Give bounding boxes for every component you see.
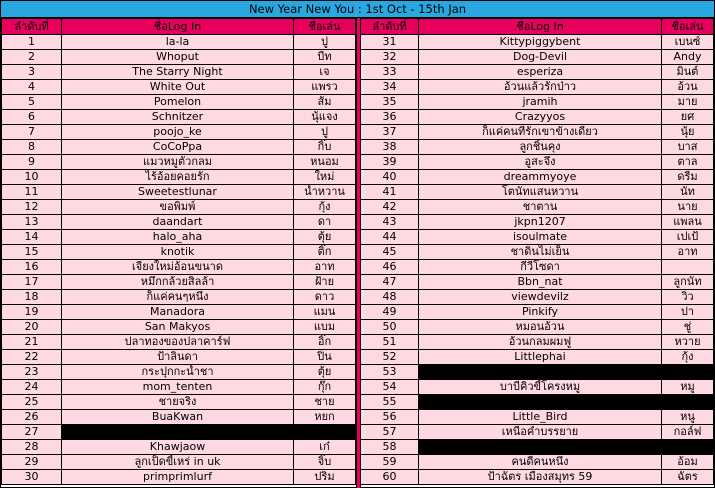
row-number: 9: [2, 155, 62, 170]
login-cell[interactable]: ขอพิมพ์: [62, 200, 294, 215]
nickname-cell[interactable]: อ้วน: [662, 80, 714, 95]
nickname-cell[interactable]: Andy: [662, 50, 714, 65]
row-number: 33: [361, 65, 419, 80]
nickname-cell[interactable]: [662, 440, 714, 455]
nickname-cell[interactable]: ส้ม: [294, 95, 356, 110]
login-cell[interactable]: [419, 395, 662, 410]
table-row: [2, 380, 356, 395]
login-cell[interactable]: [62, 425, 294, 440]
login-cell[interactable]: [419, 440, 662, 455]
row-number: 17: [2, 275, 62, 290]
table-row: [2, 395, 356, 410]
row-number: 37: [361, 125, 419, 140]
login-cell[interactable]: Bbn_nat: [419, 275, 662, 290]
login-cell[interactable]: la-la: [62, 35, 294, 50]
login-cell[interactable]: jkpn1207: [419, 215, 662, 230]
row-number: 55: [361, 395, 419, 410]
table-row: [361, 215, 714, 230]
nickname-cell[interactable]: หนู: [662, 410, 714, 425]
nickname-cell[interactable]: กอล์ฟ: [662, 425, 714, 440]
nickname-cell[interactable]: หวาย: [662, 335, 714, 350]
nickname-cell[interactable]: [662, 365, 714, 380]
login-cell[interactable]: primprimlurf: [62, 470, 294, 485]
login-cell[interactable]: ชายจริง: [62, 395, 294, 410]
nickname-cell[interactable]: มินต์: [662, 65, 714, 80]
login-cell[interactable]: Sweetestlunar: [62, 185, 294, 200]
login-cell[interactable]: Schnitzer: [62, 110, 294, 125]
row-number: 41: [361, 185, 419, 200]
login-cell[interactable]: ก็แค่คนๆหนึ่ง: [62, 290, 294, 305]
row-number: 38: [361, 140, 419, 155]
table-row: [2, 65, 356, 80]
nickname-cell[interactable]: กุ้ง: [294, 200, 356, 215]
row-number: 14: [2, 230, 62, 245]
table-row: [2, 365, 356, 380]
table-row: [2, 200, 356, 215]
header-no: ลำดับที่: [361, 19, 419, 35]
login-cell[interactable]: Kittypiggybent: [419, 35, 662, 50]
nickname-cell[interactable]: ใหม่: [294, 170, 356, 185]
table-row: [361, 230, 714, 245]
table-row: [361, 245, 714, 260]
table-row: [361, 425, 714, 440]
login-cell[interactable]: viewdevilz: [419, 290, 662, 305]
nickname-cell[interactable]: แมน: [294, 305, 356, 320]
table-row: [2, 440, 356, 455]
row-number: 45: [361, 245, 419, 260]
nickname-cell[interactable]: อ้อม: [662, 455, 714, 470]
left-roster-table: [1, 18, 356, 485]
table-row: [361, 125, 714, 140]
nickname-cell[interactable]: อิ๊ก: [294, 335, 356, 350]
nickname-cell[interactable]: มาย: [662, 95, 714, 110]
nickname-cell[interactable]: แพรว: [294, 80, 356, 95]
table-row: [361, 320, 714, 335]
table-row: [2, 230, 356, 245]
table-row: [361, 110, 714, 125]
row-number: 59: [361, 455, 419, 470]
table-row: [361, 365, 714, 380]
row-number: 23: [2, 365, 62, 380]
login-cell[interactable]: halo_aha: [62, 230, 294, 245]
row-number: 42: [361, 200, 419, 215]
row-number: 50: [361, 320, 419, 335]
nickname-cell[interactable]: กุ๊ก: [294, 380, 356, 395]
login-cell[interactable]: ป้าฉัตร เมืองสมุทร 59: [419, 470, 662, 485]
table-row: [2, 170, 356, 185]
login-cell[interactable]: ลูกชิ้นคุง: [419, 140, 662, 155]
login-cell[interactable]: เจียงใหม่อ้อนขนาด: [62, 260, 294, 275]
table-row: [2, 335, 356, 350]
nickname-cell[interactable]: ฝ้าย: [294, 275, 356, 290]
nickname-cell[interactable]: [662, 260, 714, 275]
nickname-cell[interactable]: ตุ้ย: [294, 365, 356, 380]
nickname-cell[interactable]: ฉัตร: [662, 470, 714, 485]
nickname-cell[interactable]: ลูกนัท: [662, 275, 714, 290]
table-row: [361, 440, 714, 455]
table-row: [2, 350, 356, 365]
table-row: [361, 95, 714, 110]
row-number: 53: [361, 365, 419, 380]
login-cell[interactable]: Crazyyos: [419, 110, 662, 125]
row-number: 22: [2, 350, 62, 365]
login-cell[interactable]: ปลาทองของปลาคาร์ฟ: [62, 335, 294, 350]
login-cell[interactable]: อ้วนแล้วรักป่าว: [419, 80, 662, 95]
row-number: 44: [361, 230, 419, 245]
table-row: [2, 35, 356, 50]
nickname-cell[interactable]: นุ้ย: [662, 125, 714, 140]
nickname-cell[interactable]: ตุ้ย: [294, 230, 356, 245]
row-number: 52: [361, 350, 419, 365]
nickname-cell[interactable]: ชาย: [294, 395, 356, 410]
login-cell[interactable]: White Out: [62, 80, 294, 95]
header-no: ลำดับที่: [2, 19, 62, 35]
login-cell[interactable]: ชาตาน: [419, 200, 662, 215]
login-cell[interactable]: Pinkify: [419, 305, 662, 320]
login-cell[interactable]: หมึกกล้วยสิลล้า: [62, 275, 294, 290]
table-row: [361, 455, 714, 470]
login-cell[interactable]: mom_tenten: [62, 380, 294, 395]
row-number: 10: [2, 170, 62, 185]
nickname-cell[interactable]: อาท: [662, 245, 714, 260]
row-number: 16: [2, 260, 62, 275]
login-cell[interactable]: กีวีโซดา: [419, 260, 662, 275]
row-number: 56: [361, 410, 419, 425]
table-row: [2, 455, 356, 470]
nickname-cell[interactable]: ตาล: [662, 155, 714, 170]
header-row: [361, 19, 714, 35]
row-number: 1: [2, 35, 62, 50]
row-number: 32: [361, 50, 419, 65]
login-cell[interactable]: San Makyos: [62, 320, 294, 335]
table-row: [361, 80, 714, 95]
row-number: 30: [2, 470, 62, 485]
login-cell[interactable]: หมอนอ้วน: [419, 320, 662, 335]
nickname-cell[interactable]: กุ้ง: [662, 350, 714, 365]
table-row: [361, 380, 714, 395]
row-number: 2: [2, 50, 62, 65]
table-row: [2, 245, 356, 260]
nickname-cell[interactable]: จิ๊บ: [294, 455, 356, 470]
row-number: 25: [2, 395, 62, 410]
login-cell[interactable]: โตนัทแสนหวาน: [419, 185, 662, 200]
login-cell[interactable]: Whoput: [62, 50, 294, 65]
login-cell[interactable]: เหนือคำบรรยาย: [419, 425, 662, 440]
table-row: [361, 275, 714, 290]
row-number: 5: [2, 95, 62, 110]
login-cell[interactable]: อ้วนกลมผมฟู: [419, 335, 662, 350]
row-number: 36: [361, 110, 419, 125]
row-number: 24: [2, 380, 62, 395]
row-number: 31: [361, 35, 419, 50]
nickname-cell[interactable]: บีท: [294, 50, 356, 65]
row-number: 43: [361, 215, 419, 230]
right-roster-table: [360, 18, 714, 485]
row-number: 47: [361, 275, 419, 290]
row-number: 18: [2, 290, 62, 305]
login-cell[interactable]: isoulmate: [419, 230, 662, 245]
table-row: [2, 185, 356, 200]
login-cell[interactable]: ก็แค่คนที่รักเขาข้างเดียว: [419, 125, 662, 140]
table-row: [2, 425, 356, 440]
row-number: 7: [2, 125, 62, 140]
table-row: [2, 320, 356, 335]
table-row: [361, 200, 714, 215]
login-cell[interactable]: poojo_ke: [62, 125, 294, 140]
row-number: 40: [361, 170, 419, 185]
table-row: [2, 410, 356, 425]
table-row: [361, 335, 714, 350]
nickname-cell[interactable]: [662, 395, 714, 410]
nickname-cell[interactable]: กิ๊บ: [294, 140, 356, 155]
login-cell[interactable]: Dog-Devil: [419, 50, 662, 65]
nickname-cell[interactable]: หมู: [662, 380, 714, 395]
row-number: 34: [361, 80, 419, 95]
table-row: [361, 65, 714, 80]
table-row: [361, 395, 714, 410]
row-number: 4: [2, 80, 62, 95]
table-row: [2, 110, 356, 125]
nickname-cell[interactable]: อาท: [294, 260, 356, 275]
login-cell[interactable]: Littlephai: [419, 350, 662, 365]
header-nick: ชื่อเล่น: [294, 19, 356, 35]
nickname-cell[interactable]: เก๋: [294, 440, 356, 455]
login-cell[interactable]: ไร้อ้อยคอยรัก: [62, 170, 294, 185]
table-row: [2, 260, 356, 275]
table-row: [361, 50, 714, 65]
table-row: [2, 125, 356, 140]
row-number: 49: [361, 305, 419, 320]
table-row: [2, 50, 356, 65]
nickname-cell[interactable]: ยศ: [662, 110, 714, 125]
table-row: [361, 170, 714, 185]
login-cell[interactable]: daandart: [62, 215, 294, 230]
nickname-cell[interactable]: ดา: [294, 215, 356, 230]
nickname-cell[interactable]: หยก: [294, 410, 356, 425]
row-number: 12: [2, 200, 62, 215]
table-row: [2, 155, 356, 170]
row-number: 51: [361, 335, 419, 350]
login-cell[interactable]: Manadora: [62, 305, 294, 320]
login-cell[interactable]: ลูกเป็ดขี้เหร่ in uk: [62, 455, 294, 470]
login-cell[interactable]: กระปุกกะน้ำชา: [62, 365, 294, 380]
login-cell[interactable]: CoCoPpa: [62, 140, 294, 155]
nickname-cell[interactable]: เบนซ์: [662, 35, 714, 50]
row-number: 21: [2, 335, 62, 350]
login-cell[interactable]: [419, 365, 662, 380]
header-nick: ชื่อเล่น: [662, 19, 714, 35]
login-cell[interactable]: dreammyoye: [419, 170, 662, 185]
nickname-cell[interactable]: บาส: [662, 140, 714, 155]
row-number: 39: [361, 155, 419, 170]
table-row: [361, 155, 714, 170]
table-row: [2, 140, 356, 155]
nickname-cell[interactable]: นาย: [662, 200, 714, 215]
nickname-cell[interactable]: นุ้แจง: [294, 110, 356, 125]
login-cell[interactable]: ชาดินไม่เย็น: [419, 245, 662, 260]
table-row: [2, 470, 356, 485]
table-row: [361, 350, 714, 365]
login-cell[interactable]: แมวหมูตัวกลม: [62, 155, 294, 170]
row-number: 15: [2, 245, 62, 260]
row-number: 46: [361, 260, 419, 275]
row-number: 8: [2, 140, 62, 155]
login-cell[interactable]: อูสะจึง: [419, 155, 662, 170]
header-login: ชื่อLog In: [419, 19, 662, 35]
table-row: [361, 35, 714, 50]
row-number: 27: [2, 425, 62, 440]
nickname-cell[interactable]: [294, 425, 356, 440]
row-number: 28: [2, 440, 62, 455]
table-row: [2, 290, 356, 305]
nickname-cell[interactable]: เปเป้: [662, 230, 714, 245]
row-number: 26: [2, 410, 62, 425]
table-row: [361, 260, 714, 275]
nickname-cell[interactable]: เจ: [294, 65, 356, 80]
sheet-title: New Year New You : 1st Oct - 15th Jan: [1, 1, 714, 18]
login-cell[interactable]: jramih: [419, 95, 662, 110]
login-cell[interactable]: Khawjaow: [62, 440, 294, 455]
login-cell[interactable]: knotik: [62, 245, 294, 260]
nickname-cell[interactable]: ดาว: [294, 290, 356, 305]
table-row: [361, 185, 714, 200]
login-cell[interactable]: The Starry Night: [62, 65, 294, 80]
table-row: [361, 290, 714, 305]
nickname-cell[interactable]: ติ๊ก: [294, 245, 356, 260]
header-row: [2, 19, 356, 35]
row-number: 60: [361, 470, 419, 485]
login-cell[interactable]: คนดีคนหนึ่ง: [419, 455, 662, 470]
table-row: [2, 275, 356, 290]
row-number: 13: [2, 215, 62, 230]
login-cell[interactable]: Pomelon: [62, 95, 294, 110]
nickname-cell[interactable]: ปิ๋น: [294, 350, 356, 365]
row-number: 35: [361, 95, 419, 110]
login-cell[interactable]: BuaKwan: [62, 410, 294, 425]
nickname-cell[interactable]: ปา: [662, 305, 714, 320]
table-row: [361, 470, 714, 485]
row-number: 19: [2, 305, 62, 320]
nickname-cell[interactable]: ชู่: [662, 320, 714, 335]
table-row: [361, 140, 714, 155]
nickname-cell[interactable]: ปู: [294, 35, 356, 50]
nickname-cell[interactable]: วิว: [662, 290, 714, 305]
nickname-cell[interactable]: แบม: [294, 320, 356, 335]
table-row: [2, 80, 356, 95]
login-cell[interactable]: esperiza: [419, 65, 662, 80]
table-row: [2, 95, 356, 110]
login-cell[interactable]: Little_Bird: [419, 410, 662, 425]
row-number: 48: [361, 290, 419, 305]
table-row: [361, 305, 714, 320]
row-number: 29: [2, 455, 62, 470]
row-number: 54: [361, 380, 419, 395]
login-cell[interactable]: บาบีคิวขี้โครงหมู: [419, 380, 662, 395]
nickname-cell[interactable]: ปริม: [294, 470, 356, 485]
row-number: 58: [361, 440, 419, 455]
nickname-cell[interactable]: หนอม: [294, 155, 356, 170]
table-row: [361, 410, 714, 425]
header-login: ชื่อLog In: [62, 19, 294, 35]
row-number: 6: [2, 110, 62, 125]
nickname-cell[interactable]: น้ำหวาน: [294, 185, 356, 200]
row-number: 57: [361, 425, 419, 440]
nickname-cell[interactable]: แพลน: [662, 215, 714, 230]
login-cell[interactable]: ป้าลินดา: [62, 350, 294, 365]
table-row: [2, 215, 356, 230]
row-number: 20: [2, 320, 62, 335]
nickname-cell[interactable]: นัท: [662, 185, 714, 200]
row-number: 3: [2, 65, 62, 80]
row-number: 11: [2, 185, 62, 200]
nickname-cell[interactable]: ปู: [294, 125, 356, 140]
table-row: [2, 305, 356, 320]
nickname-cell[interactable]: ดรีม: [662, 170, 714, 185]
